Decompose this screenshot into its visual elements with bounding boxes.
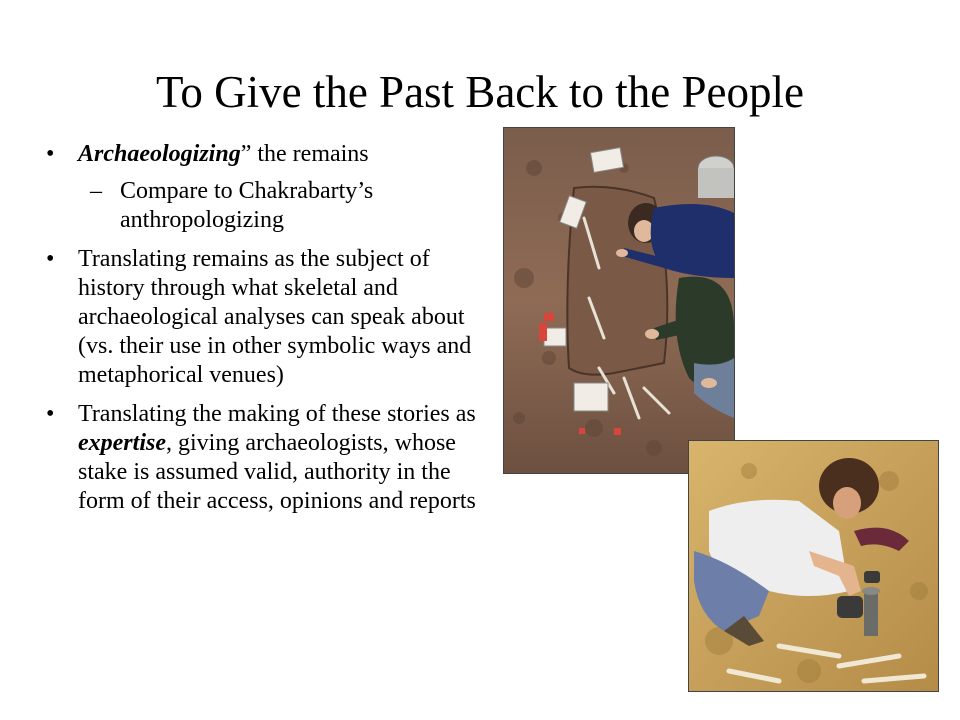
bullet-item bbox=[46, 140, 496, 235]
bullet-list bbox=[46, 140, 496, 526]
archaeologist-digging-photo bbox=[688, 440, 939, 692]
excavation-team-photo bbox=[503, 127, 735, 474]
sub-bullet-list bbox=[78, 177, 496, 235]
bullet-text: Translating the making of these stories as bbox=[78, 401, 476, 427]
bullet-text: , giving archaeologists, whose stake is assumed valid, authority in the form of their access, opinions and reports bbox=[78, 430, 476, 514]
slide-title: To Give the Past Back to the People bbox=[156, 67, 804, 117]
bullet-item: • Translating remains as the subject of history through what skeletal and archaeological analyses can speak about (vs. their use in other symbolic ways and metaphorical venues) bbox=[46, 245, 496, 390]
bullet-emphasis: Archaeologizing bbox=[78, 141, 241, 167]
bullet-emphasis: expertise bbox=[78, 430, 166, 456]
bullet-text: ” the remains bbox=[240, 141, 369, 167]
sub-bullet-item: – Compare to Chakrabarty’s anthropologizing bbox=[78, 177, 496, 235]
bullet-item bbox=[46, 400, 496, 516]
